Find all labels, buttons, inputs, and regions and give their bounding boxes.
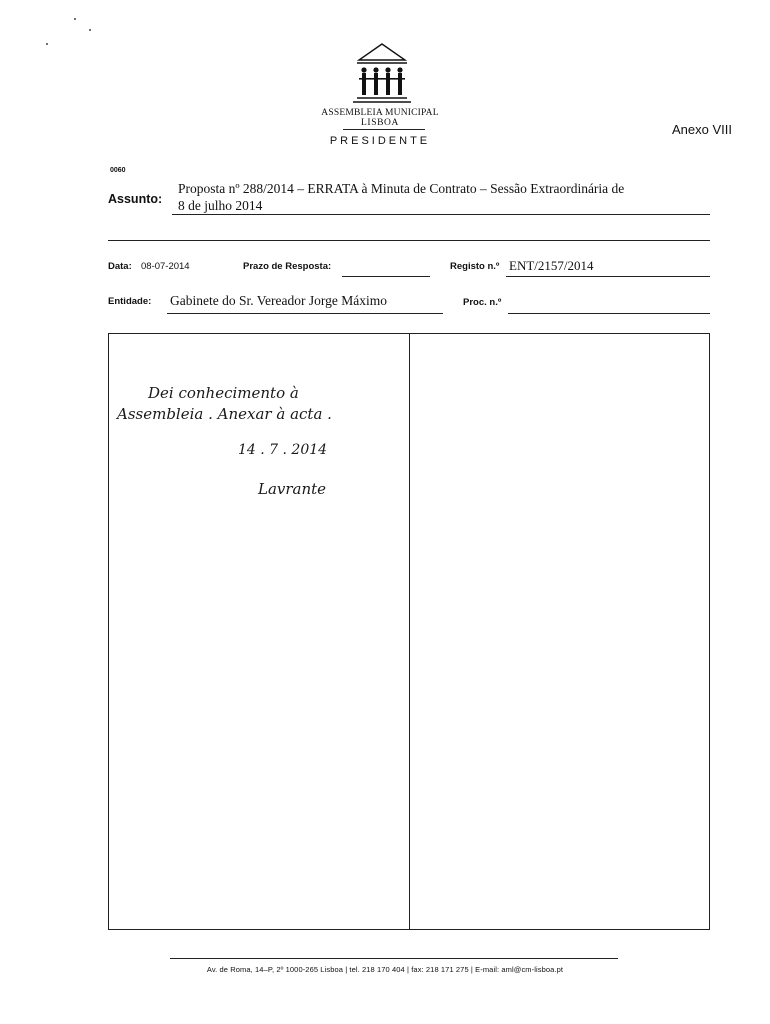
- handwritten-signature: Lavrante: [258, 480, 327, 498]
- registo-label: Registo n.º: [450, 261, 500, 272]
- assunto-line-2: 8 de julho 2014: [178, 198, 263, 213]
- entidade-field-line: [167, 313, 443, 314]
- data-label: Data:: [108, 261, 132, 272]
- org-rule: [343, 129, 425, 130]
- scan-speck: [89, 29, 91, 31]
- footer-address: Av. de Roma, 14–P, 2º 1000-265 Lisboa | tel. 218 170 404 | fax: 218 171 275 | E-mail: aml@cm-lisboa.pt: [206, 965, 564, 974]
- assunto-label: Assunto:: [108, 192, 163, 206]
- annex-label: Anexo VIII: [672, 122, 732, 137]
- org-name: ASSEMBLEIA MUNICIPAL: [321, 108, 439, 118]
- assunto-line-1: Proposta nº 288/2014 – ERRATA à Minuta de Contrato – Sessão Extraordinária de: [178, 181, 625, 196]
- assunto-underline: [172, 214, 710, 215]
- proc-field-line: [508, 313, 710, 314]
- dispatch-box-divider: [409, 333, 410, 930]
- document-number: 0060: [110, 167, 126, 174]
- org-city: LISBOA: [361, 118, 399, 128]
- scan-speck: [74, 18, 76, 20]
- scan-speck: [46, 43, 48, 45]
- proc-label: Proc. n.º: [463, 297, 502, 308]
- handwritten-date: 14 . 7 . 2014: [238, 442, 328, 458]
- handwritten-note-line-1: Dei conhecimento à: [148, 384, 299, 402]
- prazo-field-line: [342, 276, 430, 277]
- entidade-label: Entidade:: [108, 296, 152, 307]
- entidade-value: Gabinete do Sr. Vereador Jorge Máximo: [170, 293, 387, 308]
- president-title: PRESIDENTE: [329, 135, 431, 147]
- registo-value: ENT/2157/2014: [509, 258, 594, 273]
- assunto-extra-line: [108, 240, 710, 241]
- prazo-label: Prazo de Resposta:: [243, 261, 332, 272]
- assembleia-logo: [345, 42, 419, 108]
- footer-rule: [170, 958, 618, 959]
- data-value: 08-07-2014: [141, 261, 190, 272]
- registo-field-line: [506, 276, 710, 277]
- handwritten-note-line-2: Assembleia . Anexar à acta .: [117, 405, 332, 423]
